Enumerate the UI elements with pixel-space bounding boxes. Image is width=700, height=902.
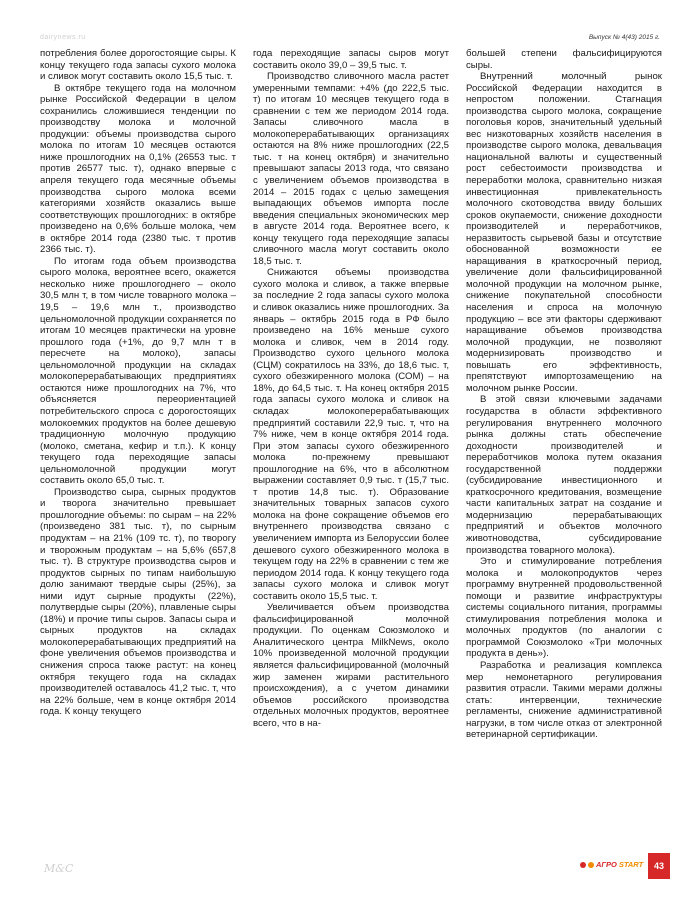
paragraph: года переходящие запасы сыров могут составить около 39,0 – 39,5 тыс. т. (253, 48, 449, 71)
paragraph: Производство сыра, сырных продуктов и творога значительно превышает прошлогодние объемы: по сырам – на 22% (произведено 381 тыс. т), по сырным продуктам – на 21% (109 тс. т), по творогу и творожным продуктам – на 5,6% (657,8 тыс. т). В структуре производства сыров и продуктов сырных по типам наибольшую долю занимают твердые сыры (25%), за ними идут сырные продукты (22%), полутвердые сыры (20%), плавленые сыры (18%) и прочие типы сыров. Запасы сыра и сырных продуктов на складах молокоперерабатывающих предприятий на фоне увеличения объемов производства и снижения спроса также растут: на конец октября текущего года на складах производителей оставалось 41,2 тыс. т, что на 22% больше, чем в конце октября 2014 года. К концу текущего (40, 486, 236, 718)
paragraph: Разработка и реализация комплекса мер немонетарного регулирования развития отрасли. Такими мерами должны стать: интервенции, технические регламенты, снижение административной нагрузки, в том числе отказ от электронной ветеринарной сертификации. (466, 659, 662, 741)
column-2 (253, 48, 449, 843)
page-number: 43 (648, 853, 670, 879)
paragraph: По итогам года объем производства сырого молока, вероятнее всего, окажется несколько ниже прошлогоднего – около 30,5 млн т, в том числе товарного молока – 19,5 – 19,6 млн т., производство цельномолочной продукции сохраняется по итогам 10 месяцев практически на уровне прошлого года (+1%, до 9,7 млн т в пересчете на молоко), запасы цельномолочной продукции на складах молокоперерабатывающих предприятиях остаются ниже прошлогодних на 7%, что объясняется переориентацией потребительского спроса с дорогостоящих молокоемких продуктов на более дешевую традиционную молочную продукцию (молоко, сметана, кефир и т.п.). К концу текущего года переходящие запасы цельномолочной продукции могут составить около 65,0 тыс. т. (40, 255, 236, 487)
article-body (40, 48, 662, 843)
column-1 (40, 48, 236, 843)
paragraph: Увеличивается объем производства фальсифицированной молочной продукции. По оценкам Союзмолоко и Аналитического центра MilkNews, около 10% произведенной молочной продукции является фальсифицированной (молочный жир заменен жирами растительного происхождения), а с учетом динамики объемов российского производства отдельных молочных продуктов, вероятнее всего, что в на- (253, 602, 449, 729)
paragraph: Внутренний молочный рынок Российской Федерации находится в непростом положении. Стагнация производства сырого молока, сокращение поголовья коров, значительный удельный вес низкотоварных хозяйств населения в производстве сырого молока, девальвация национальной валюты и существенный рост себестоимости производства и переработки молока, сравнительно низкая инвестиционная привлекательность молочного скотоводства ввиду больших сроков окупаемости, снижение доходности производителей и переработчиков, неразвитость сырьевой базы и отсутствие обоснованной возможности ее наращивания в краткосрочный период, увеличение доли фальсифицированной молочной продукции на молочном рынке, снижение покупательной способности населения и спроса на молочную продукцию – все эти факторы сдерживают наращивание объемов производства молочной продукции, не позволяют модернизировать производство и повышать его эффективность, препятствуют импортозамещению на молочном рынке России. (466, 71, 662, 394)
paragraph: Снижаются объемы производства сухого молока и сливок, а также впервые за последние 2 года запасы сухого молока и сливок оказались ниже прошлогодних. За январь – октябрь 2015 года в РФ было произведено на 16% меньше сухого молока и сливок, чем в 2014 году. Производство сухого цельного молока (СЦМ) сократилось на 33%, до 18,6 тыс. т, сухого обезжиренного молока (СОМ) – на 18%, до 64,5 тыс. т. На конец октября 2015 года запасы сухого молока и сливок на складах молокоперерабатывающих предприятий составили 22,9 тыс. т, что на 7% ниже, чем в конце октября 2014 года. При этом запасы сухого обезжиренного молока по-прежнему превышают прошлогодние на 6%, что в абсолютном выражении составляет 0,9 тыс. т (15,7 тыс. т против 14,8 тыс. т). Образование значительных товарных запасов сухого молока на фоне сокращение объемов его внутреннего производства связано с увеличением импорта из Белоруссии более дешевого сухого обезжиренного молока в текущем году на 22% в сравнении с тем же периодом 2014 года. К концу текущего года запасы сухого молока и сливок могут составить около 15,5 тыс. т. (253, 267, 449, 602)
logo-word-agro: АГРО (596, 860, 617, 869)
paragraph: Производство сливочного масла растет умеренными темпами: +4% (до 222,5 тыс. т) по итогам 10 месяцев текущего года в сравнении с тем же периодом 2014 года. Запасы сливочного масла в молокоперерабатывающих организациях остаются на 8% ниже прошлогодних (22,5 тыс. т на конец октября) и значительно превышают запасы 2013 года, что связано с увеличением объемов производства в 2014 – 2015 годах с целью замещения выпадающих объемов импорта после введения специальных экономических мер в августе 2014 года. Вероятнее всего, к концу текущего года переходящие запасы сливочного масла могут составить около 18,5 тыс. т. (253, 71, 449, 267)
column-3 (466, 48, 662, 843)
footer-signature: M&C (44, 862, 74, 875)
paragraph: большей степени фальсифицируются сыры. (466, 48, 662, 71)
logo-word-start: START (618, 860, 644, 869)
logo-dot-icon (588, 862, 594, 868)
site-watermark: dairynews.ru (40, 34, 86, 41)
agrostart-logo (580, 860, 643, 869)
paragraph: Это и стимулирование потребления молока и молокопродуктов через программу внутренней продовольственной помощи и развитие инфраструктуры системы социального питания, программы стимулирования потребления молока и молочных продуктов (по аналогии с программой Союзмолоко «Три молочных продукта в день»). (466, 556, 662, 660)
logo-dot-icon (580, 862, 586, 868)
paragraph: В этой связи ключевыми задачами государства в области эффективного регулирования внутреннего молочного рынка должны стать обеспечение доходности производителей и переработчиков молока путем оказания государственной поддержки (субсидирование инвестиционного и краткосрочного кредитования, возмещение части капитальных затрат на создание и модернизацию перерабатывающих предприятий и объектов молочного животноводства, субсидирование производства товарного молока). (466, 394, 662, 556)
issue-label: Выпуск № 4(43) 2015 г. (588, 34, 660, 41)
paragraph: В октябре текущего года на молочном рынке Российской Федерации в целом сохранились сложившиеся тенденции по производству молока и молочной продукции: объемы производства сырого молока по итогам 10 месяцев остаются ниже прошлогодних на 0,1% (26553 тыс. т против 26577 тыс. т), однако впервые с апреля текущего года месячные объемы производства сырого молока всеми категориями хозяйств оказались выше соответствующих прошлогодних: в октябре произведено на 0,6% больше молока, чем в октябре 2014 года (2380 тыс. т против 2366 тыс. т). (40, 82, 236, 256)
paragraph: потребления более дорогостоящие сыры. К концу текущего года запасы сухого молока и сливок могут составить около 15,5 тыс. т. (40, 48, 236, 83)
